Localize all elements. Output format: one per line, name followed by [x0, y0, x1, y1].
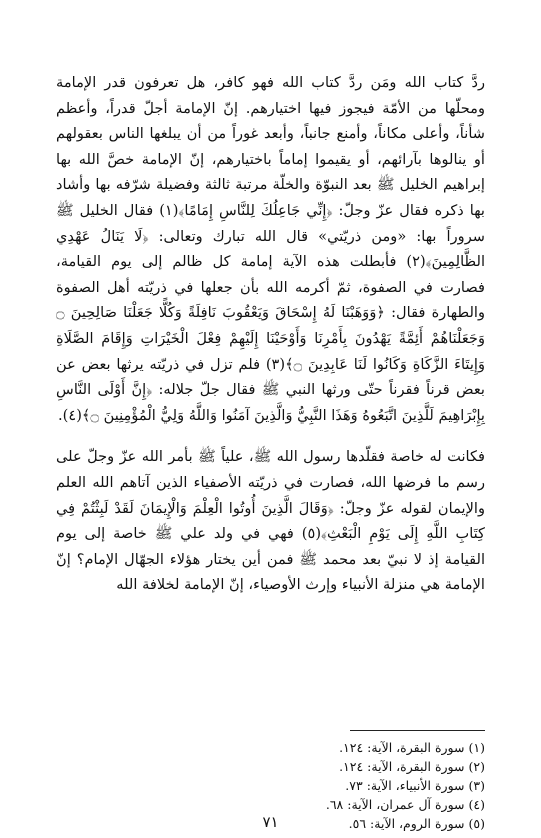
footnote-item [55, 795, 485, 814]
footnote-item [55, 757, 485, 776]
footnote-divider [350, 730, 485, 731]
footnote-text: سورة الأنبياء، الآية: ٧٣. [345, 778, 465, 793]
page-number: ٧١ [262, 813, 279, 831]
footnote-number: (٥) [468, 816, 485, 831]
footnote-number: (٤) [468, 797, 485, 812]
main-text [56, 70, 485, 598]
footnote-text: سورة البقرة، الآية: ١٢٤. [339, 759, 465, 774]
footnote-number: (٣) [468, 778, 485, 793]
paragraph-1: ردَّ كتاب الله ومَن ردَّ كتاب الله فهو كافر، هل تعرفون قدر الإمامة ومحلّها من الأمّة فيجوز فيها اختيارهم. إنّ الإمامة أجلّ قدراً، وأعظم شأناً، وأعلى مكاناً، وأمنع جانباً، وأبعد غوراً من أن يبلغها الناس بعقولهم أو ينالوها بآرائهم، أو يقيموا إماماً باختيارهم، إنّ الإمامة خصَّ الله بها إبراهيم الخليل ﷺ بعد النبوّة والخلّة مرتبة ثالثة وفضيلة شرّفه بها وأشاد بها ذكره فقال عزّ وجلّ: ﴿إِنِّي جَاعِلُكَ لِلنَّاسِ إِمَامًا﴾(١) فقال الخليل ﷺ سروراً بها: «ومن ذريّتي» قال الله تبارك وتعالى: ﴿لَا يَنَالُ عَهْدِي الظَّالِمِينَ﴾(٢) فأبطلت هذه الآية إمامة كل ظالم إلى يوم القيامة، فصارت في الصفوة، ثمّ أكرمه الله بأن جعلها في ذريّته أهل الصفوة والطهارة فقال: ﴿وَوَهَبْنَا لَهُ إِسْحَاقَ وَيَعْقُوبَ نَافِلَةً وَكُلًّا جَعَلْنَا صَالِحِينَ ۝ وَجَعَلْنَاهُمْ أَئِمَّةً يَهْدُونَ بِأَمْرِنَا وَأَوْحَيْنَا إِلَيْهِمْ فِعْلَ الْخَيْرَاتِ وَإِقَامَ الصَّلَاةِ وَإِيتَاءَ الزَّكَاةِ وَكَانُوا لَنَا عَابِدِينَ ۝﴾(٣) فلم تزل في ذريّته يرثها بعض عن بعض قرناً فقرناً حتّى ورثها النبي ﷺ فقال جلّ جلاله: ﴿إِنَّ أَوْلَى النَّاسِ بِإِبْرَاهِيمَ لَلَّذِينَ اتَّبَعُوهُ وَهَذَا النَّبِيُّ وَالَّذِينَ آمَنُوا وَاللَّهُ وَلِيُّ الْمُؤْمِنِينَ ۝﴾(٤). [56, 74, 486, 424]
footnote-item [55, 738, 485, 757]
footnote-item [55, 776, 485, 795]
footnote-number: (١) [468, 740, 485, 755]
paragraph-2: فكانت له خاصة فقلّدها رسول الله ﷺ، علياً ﷺ بأمر الله عزّ وجلّ على رسم ما فرضها الله، فصارت في ذريّته الأصفياء الذين آتاهم الله العلم والإيمان لقوله عزّ وجلّ: ﴿وَقَالَ الَّذِينَ أُوتُوا الْعِلْمَ وَالْإِيمَانَ لَقَدْ لَبِثْتُمْ فِي كِتَابِ اللَّهِ إِلَى يَوْمِ الْبَعْثِ﴾(٥) فهي في ولد علي ﷺ خاصة إلى يوم القيامة إذ لا نبيّ بعد محمد ﷺ فمن أين يختار هؤلاء الجهّال الإمام؟ إنّ الإمامة هي منزلة الأنبياء وإرث الأوصياء، إنّ الإمامة لخلافة الله [56, 448, 485, 594]
footnote-number: (٢) [468, 759, 485, 774]
footnote-text: سورة البقرة، الآية: ١٢٤. [339, 740, 465, 755]
footnote-text: سورة آل عمران، الآية: ٦٨. [325, 797, 465, 812]
footnote-text: سورة الروم، الآية: ٥٦. [348, 816, 465, 831]
